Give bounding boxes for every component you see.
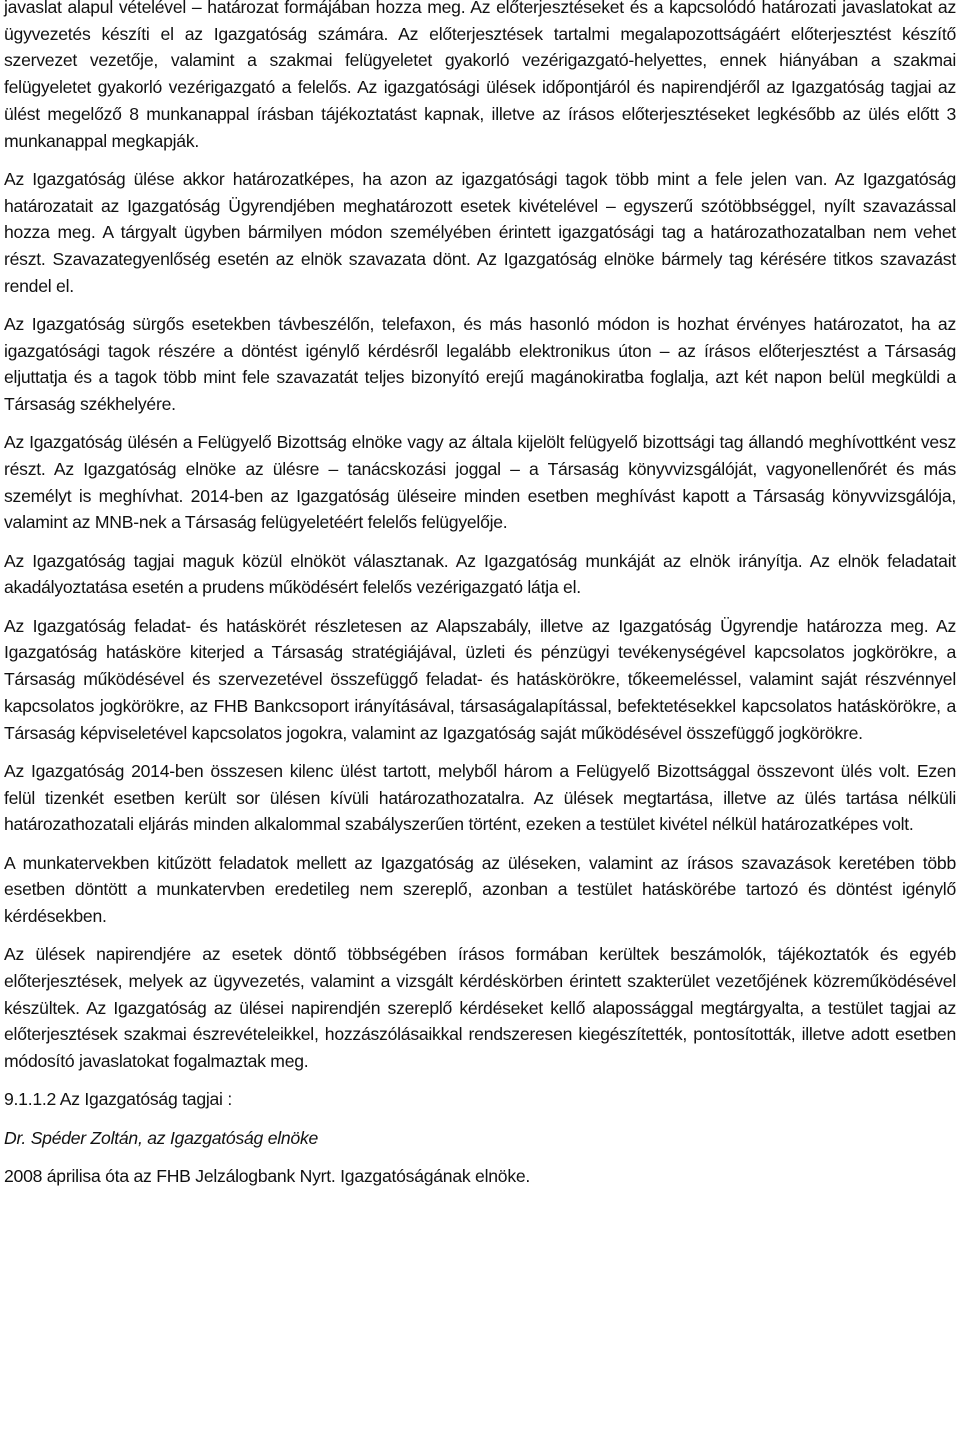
paragraph-work-plan: A munkatervekben kitűzött feladatok mellett az Igazgatóság az üléseken, valamint az írásos szavazások keretében több esetben döntött a munkatervben eredetileg nem szereplő, azonban a testület hatáskörébe tartozó és döntést igénylő kérdésekben. — [4, 852, 956, 926]
paragraph-agenda: Az ülések napirendjére az esetek döntő többségében írásos formában kerültek beszámolók, tájékoztatók és egyéb előterjesztések, melyek az ügyvezetés, valamint a vizsgált kérdéskörben érintett szakterület vezetőjének közreműködésével készültek. Az Igazgatóság az ülései napirendjén szereplő kérdéseket kellő alapossággal megtárgyalta, a testület tagjai az előterjesztések szakmai észrevételeikkel, hozzászólásaikkal rendszeresen kiegészítették, pontosították, illetve adott esetben módosító javaslatokat fogalmaztak meg. — [4, 944, 956, 1072]
paragraph-attendance: Az Igazgatóság ülésén a Felügyelő Bizottság elnöke vagy az általa kijelölt felügyelő bizottsági tag állandó meghívottként vesz részt. Az Igazgatóság elnöke az ülésre – tanácskozási joggal – a Társaság könyvvizsgálóját, vagyonellenőrét és más személyt is meghívhat. 2014-ben az Igazgatóság üléseire minden esetben meghívást kapott a Társaság könyvvizsgálója, valamint az MNB-nek a Társaság felügyeletéért felelős felügyelője. — [4, 432, 956, 533]
paragraph-competences: Az Igazgatóság feladat- és hatáskörét részletesen az Alapszabály, illetve az Igazgatóság Ügyrendje határozza meg. Az Igazgatóság hatásköre kiterjed a Társaság stratégiájával, üzleti és pénzügyi tevékenységével kapcsolatos jogkörökre, a Társaság működésével és szervezetével összefüggő feladat- és hatáskörökre, tőkeemeléssel, valamint saját részvénnyel kapcsolatos jogkörökre, az FHB Bankcsoport irányításával, társaságalapítással, befektetésekkel kapcsolatos hatáskörökre, a Társaság képviseletével kapcsolatos jogokra, valamint az Igazgatóság saját működésével összefüggő jogkörökre. — [4, 615, 956, 743]
paragraph-quorum: Az Igazgatóság ülése akkor határozatképes, ha azon az igazgatósági tagok több mint a fele jelen van. Az Igazgatóság határozatait az Igazgatóság Ügyrendjében meghatározott esetek kivételével – egyszerű szótöbbséggel, nyílt szavazással hozza meg. A tárgyalt ügyben bármilyen módon személyében érintett igazgatósági tag a határozathozatalban nem vehet részt. Szavazategyenlőség esetén az elnök szavazata dönt. Az Igazgatóság elnöke bármely tag kérésére titkos szavazást rendel el. — [4, 168, 956, 296]
paragraph-urgent-decisions: Az Igazgatóság sürgős esetekben távbeszélőn, telefaxon, és más hasonló módon is hozhat érvényes határozatot, ha az igazgatósági tagok részére a döntést igénylő kérdésről legalább elektronikus úton – az írásos előterjesztést a Társaság eljuttatja és a tagok több mint fele szavazatát teljes bizonyító erejű magánokiratba foglalja, azt két napon belül megküldi a Társaság székhelyére. — [4, 313, 956, 415]
section-heading: 9.1.1.2 Az Igazgatóság tagjai : — [4, 1089, 232, 1110]
paragraph-meetings-2014: Az Igazgatóság 2014-ben összesen kilenc ülést tartott, melyből három a Felügyelő Bizottsággal összevont ülés volt. Ezen felül tizenkét esetben került sor ülésen kívüli határozathozatalra. Az ülések megtartása, illetve az ülés tartása nélküli határozathozatali eljárás minden alkalommal szabályszerűen történt, ezeken a testület kivétel nélkül határozatképes volt. — [4, 760, 956, 835]
paragraph-chairman: Az Igazgatóság tagjai maguk közül elnököt választanak. Az Igazgatóság munkáját az elnök irányítja. Az elnök feladatait akadályoztatása esetén a prudens működésért felelős vezérigazgató látja el. — [4, 550, 956, 598]
paragraph-proposals: javaslat alapul vételével – határozat formájában hozza meg. Az előterjesztéseket és a kapcsolódó határozati javaslatokat az ügyvezetés készíti el az Igazgatóság számára. Az előterjesztések tartalmi megalapozottságáért előterjesztést készítő szervezet vezetője, valamint a szakmai felügyeletet gyakorló vezérigazgató-helyettes, ennek hiányában a szakmai felügyeletet gyakorló vezérigazgató a felelős. Az igazgatósági ülések időpontjáról és napirendjéről az Igazgatóság tagjai az ülést megelőző 8 munkanappal írásban tájékoztatást kapnak, illetve az írásos előterjesztéseket legkésőbb az ülés előtt 3 munkanappal megkapják. — [4, 0, 956, 151]
member-note: 2008 áprilisa óta az FHB Jelzálogbank Nyrt. Igazgatóságának elnöke. — [4, 1165, 531, 1186]
member-name: Dr. Spéder Zoltán, az Igazgatóság elnöke — [4, 1127, 319, 1148]
